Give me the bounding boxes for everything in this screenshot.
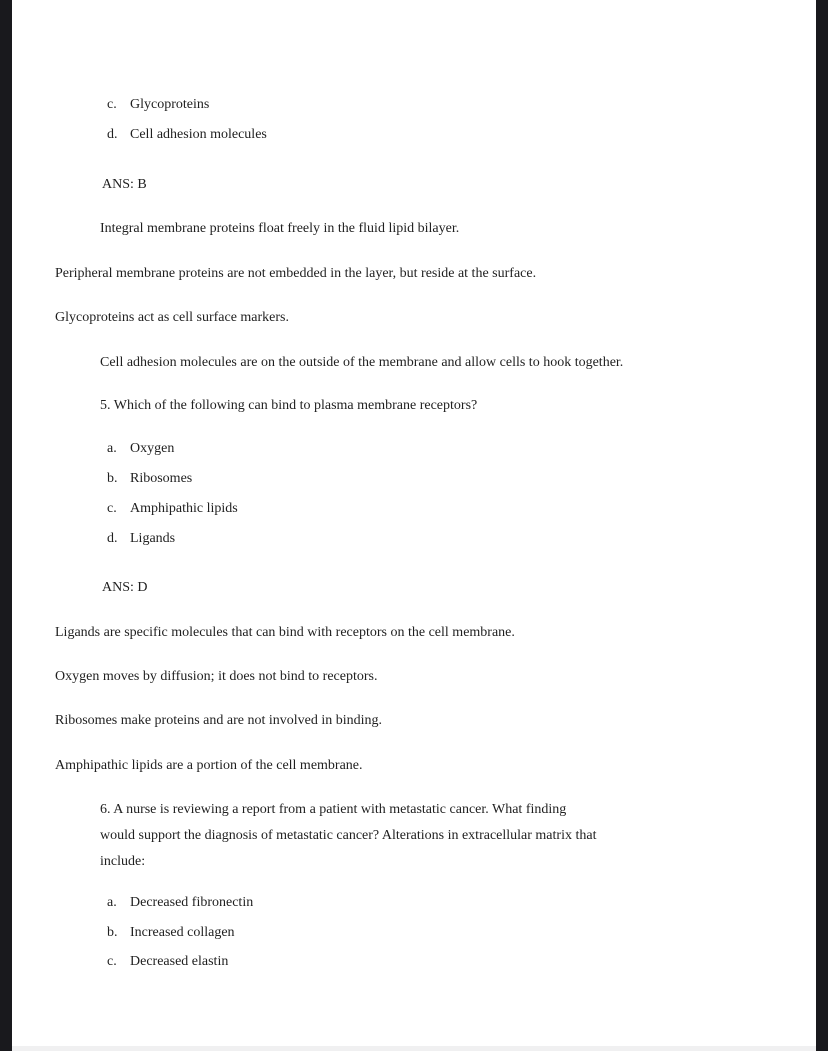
option-letter: c. [107,954,117,969]
option-row [107,530,175,548]
option-letter: d. [107,531,118,546]
option-letter: c. [107,97,117,112]
option-row [107,953,228,971]
question-5-text: 5. Which of the following can bind to plasma membrane receptors? [100,398,478,413]
option-row [107,470,192,488]
rationale-line: Ribosomes make proteins and are not involved in binding. [55,713,383,728]
option-letter: b. [107,471,118,486]
option-text: Ligands [130,531,176,546]
option-row [107,440,174,458]
rationale-line: Glycoproteins act as cell surface markers. [55,310,290,325]
rationale-line: Oxygen moves by diffusion; it does not bind to receptors. [55,669,378,684]
option-text: Amphipathic lipids [130,501,238,516]
rationale-line: Ligands are specific molecules that can bind with receptors on the cell membrane. [55,625,515,640]
option-letter: c. [107,501,117,516]
question-6-text-line: would support the diagnosis of metastatic cancer? Alterations in extracellular matrix that [100,828,597,843]
answer-line: ANS: B [102,177,147,192]
rationale-line: Amphipathic lipids are a portion of the cell membrane. [55,758,363,773]
option-row [107,126,267,144]
document-page [12,0,816,1051]
page-gap-strip [12,1046,816,1051]
option-letter: b. [107,925,118,940]
option-letter: d. [107,127,118,142]
option-letter: a. [107,441,117,456]
option-row [107,500,238,518]
option-text: Decreased elastin [130,954,229,969]
question-6-text-line: include: [100,854,146,869]
question-6-text-line: 6. A nurse is reviewing a report from a patient with metastatic cancer. What finding [100,802,567,817]
answer-line: ANS: D [102,580,148,595]
option-letter: a. [107,895,117,910]
option-text: Glycoproteins [130,97,210,112]
option-row [107,96,209,114]
rationale-line: Peripheral membrane proteins are not embedded in the layer, but reside at the surface. [55,266,537,281]
option-row [107,924,235,942]
option-text: Ribosomes [130,471,193,486]
option-row [107,894,253,912]
option-text: Oxygen [130,441,175,456]
rationale-line: Integral membrane proteins float freely in the fluid lipid bilayer. [100,221,460,236]
option-text: Increased collagen [130,925,235,940]
rationale-line: Cell adhesion molecules are on the outside of the membrane and allow cells to hook together. [100,355,624,370]
option-text: Cell adhesion molecules [130,127,267,142]
option-text: Decreased fibronectin [130,895,254,910]
